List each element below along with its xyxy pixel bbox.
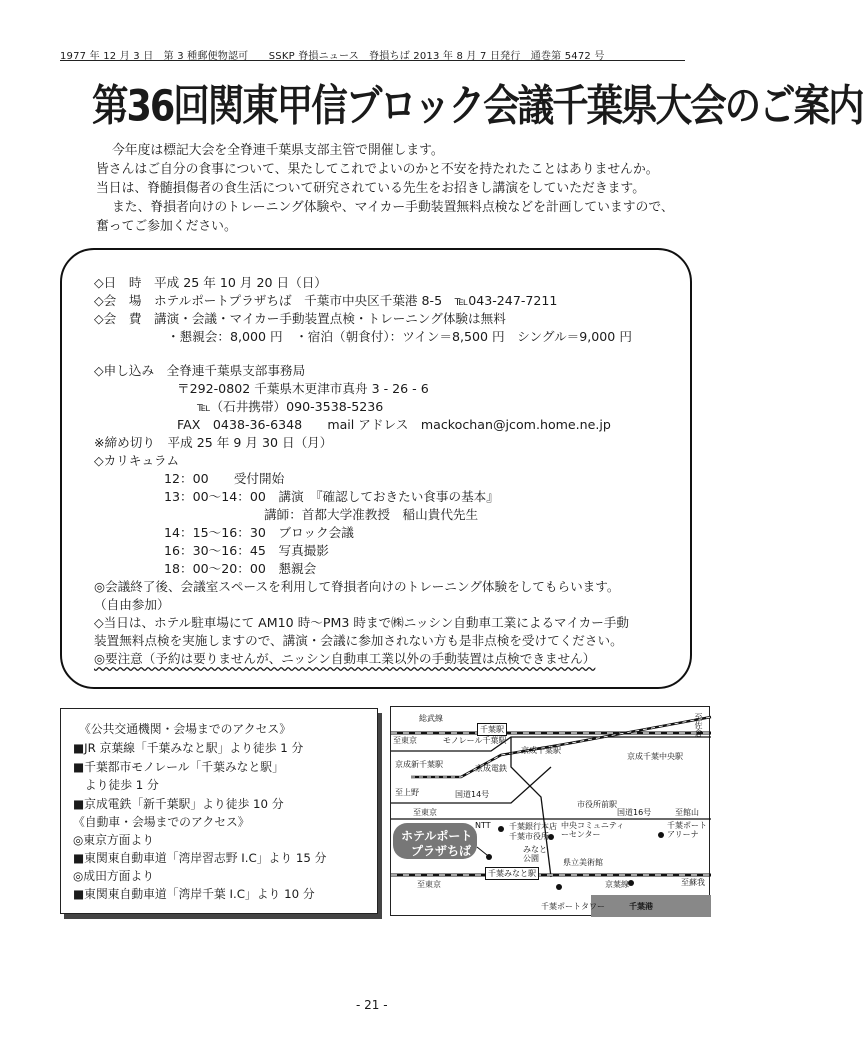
intro-line-3: 当日は、脊髄損傷者の食生活について研究されている先生をお招きし講演をしていただきます。: [96, 181, 645, 196]
note-caution: ◎要注意（予約は要りませんが、ニッシン自動車工業以外の手動装置は点検できません）: [94, 651, 596, 666]
label-hotel-2: プラザちば: [411, 844, 472, 858]
label-port-tower: 千葉ポートタワー: [541, 902, 605, 911]
note-training-free: （自由参加）: [94, 597, 170, 612]
access-map: [390, 706, 710, 916]
label-minato-station: 千葉みなと駅: [485, 867, 539, 880]
label-keisei-chuo: 京成千葉中央駅: [627, 752, 683, 761]
deadline: ※締め切り 平成 25 年 9 月 30 日（月）: [94, 435, 333, 450]
apply-label: ◇申し込み 全脊連千葉県支部事務局: [94, 363, 306, 378]
access-item: ◎成田方面より: [73, 869, 155, 883]
access-item: ■JR 京葉線「千葉みなと駅」より徒歩 1 分: [73, 741, 304, 755]
label-route-14: 国道14号: [455, 790, 490, 799]
keisei-railway: [411, 717, 711, 777]
curriculum-item: 13：00～14：00 講演 『確認しておきたい食事の基本』: [164, 489, 499, 504]
apply-address: 〒292-0802 千葉県木更津市真舟 3 - 26 - 6: [177, 381, 429, 396]
label-to-tateyama: 至館山: [675, 808, 699, 817]
access-heading-public: 《公共交通機関・会場までのアクセス》: [79, 722, 291, 736]
access-item: ◎東京方面より: [73, 833, 155, 847]
label-sobu: 総武線: [419, 714, 443, 723]
label-city-hall: 千葉市役所: [509, 832, 549, 841]
header-line: 1977 年 12 月 3 日 第 3 種郵便物認可 SSKP 脊損ニュース 脊損ちば 2013 年 8 月 7 日発行 通巻第 5472 号: [60, 51, 605, 62]
access-item: より徒歩 1 分: [73, 778, 159, 792]
label-chiba-bank: 千葉銀行本店: [509, 822, 557, 831]
label-hotel-1: ホテルポート: [401, 829, 473, 843]
label-to-sakura: 至佐倉: [694, 713, 703, 737]
label-minato-park: みなと公園: [523, 845, 547, 863]
event-details-box: [60, 248, 692, 689]
event-fee-detail: ・懇親会：8,000 円 ・宿泊（朝食付）：ツイン＝8,500 円 シングル＝9,000 円: [167, 329, 632, 344]
intro-line-1: 今年度は標記大会を全脊連千葉県支部主管で開催します。: [112, 143, 444, 158]
access-item: ■京成電鉄「新千葉駅」より徒歩 10 分: [73, 797, 284, 811]
label-community-center: 中央コミュニティーセンター: [561, 821, 625, 839]
label-to-tokyo-2: 至東京: [413, 808, 437, 817]
curriculum-item: 12：00 受付開始: [164, 471, 285, 486]
note-training: ◎会議終了後、会議室スペースを利用して脊損者向けのトレーニング体験をしてもらいます。: [94, 579, 620, 594]
label-city-hall-station: 市役所前駅: [577, 800, 617, 809]
intro-line-2: 皆さんはご自分の食事について、果たしてこれでよいのかと不安を持たれたことはありませんか。: [96, 162, 659, 177]
label-route-16: 国道16号: [617, 808, 652, 817]
event-fee: ◇会 費 講演・会議・マイカー手動装置点検・トレーニング体験は無料: [94, 311, 506, 326]
label-chiba-port: 千葉港: [629, 902, 653, 911]
curriculum-item: 14：15～16：30 ブロック会議: [164, 525, 354, 540]
access-item: ■東関東自動車道「湾岸習志野 I.C」より 15 分: [73, 851, 327, 865]
label-to-soga: 至蘇我: [681, 878, 705, 887]
label-keisei-chiba: 京成千葉駅: [521, 746, 561, 755]
curriculum-item: 16：30～16：45 写真撮影: [164, 543, 329, 558]
note-inspection: ◇当日は、ホテル駐車場にて AM10 時～PM3 時まで㈱ニッシン自動車工業によるマイカー手動: [94, 615, 629, 630]
label-keisei-line: 京成電鉄: [475, 764, 507, 773]
label-chiba-station: 千葉駅: [477, 723, 507, 736]
apply-tel: ℡（石井携帯）090-3538-5236: [197, 399, 384, 414]
page-number: - 21 -: [356, 998, 388, 1012]
label-to-tokyo: 至東京: [393, 736, 417, 745]
event-date: ◇日 時 平成 25 年 10 月 20 日（日）: [94, 275, 327, 290]
apply-fax-mail: FAX 0438-36-6348 mail アドレス mackochan@jcom.home.ne.jp: [177, 417, 611, 432]
access-item: ■東関東自動車道「湾岸千葉 I.C」より 10 分: [73, 887, 315, 901]
access-item: ■千葉都市モノレール「千葉みなと駅」: [73, 760, 284, 774]
header-rule: [60, 60, 685, 61]
curriculum-item: 講師：首都大学准教授 稲山貴代先生: [264, 507, 479, 522]
curriculum-label: ◇カリキュラム: [94, 453, 180, 468]
label-keisei-shinchiba: 京成新千葉駅: [395, 760, 443, 769]
event-venue: ◇会 場 ホテルポートプラザちば 千葉市中央区千葉港 8-5 ℡043-247-7211: [94, 293, 558, 308]
intro-line-5: 奮ってご参加ください。: [96, 219, 237, 234]
curriculum-item: 18：00～20：00 懇親会: [164, 561, 317, 576]
intro-line-4: また、脊損者向けのトレーニング体験や、マイカー手動装置無料点検などを計画していますので、: [112, 200, 674, 215]
note-inspection-cont: 装置無料点検を実施しますので、講演・会議に参加されない方も是非点検を受けてください。: [94, 633, 623, 648]
label-to-tokyo-3: 至東京: [417, 880, 441, 889]
label-monorail: モノレール千葉駅: [443, 736, 507, 745]
access-heading-car: 《自動車・会場までのアクセス》: [73, 815, 250, 829]
label-keiyo: 京葉線: [605, 880, 629, 889]
label-to-ueno: 至上野: [395, 788, 419, 797]
label-ntt: NTT: [475, 821, 491, 830]
page-title: 第36回関東甲信ブロック会議千葉県大会のご案内: [92, 80, 863, 131]
label-port-arena: 千葉ポートアリーナ: [667, 821, 707, 839]
label-art-museum: 県立美術館: [563, 858, 603, 867]
access-box: [60, 708, 378, 914]
